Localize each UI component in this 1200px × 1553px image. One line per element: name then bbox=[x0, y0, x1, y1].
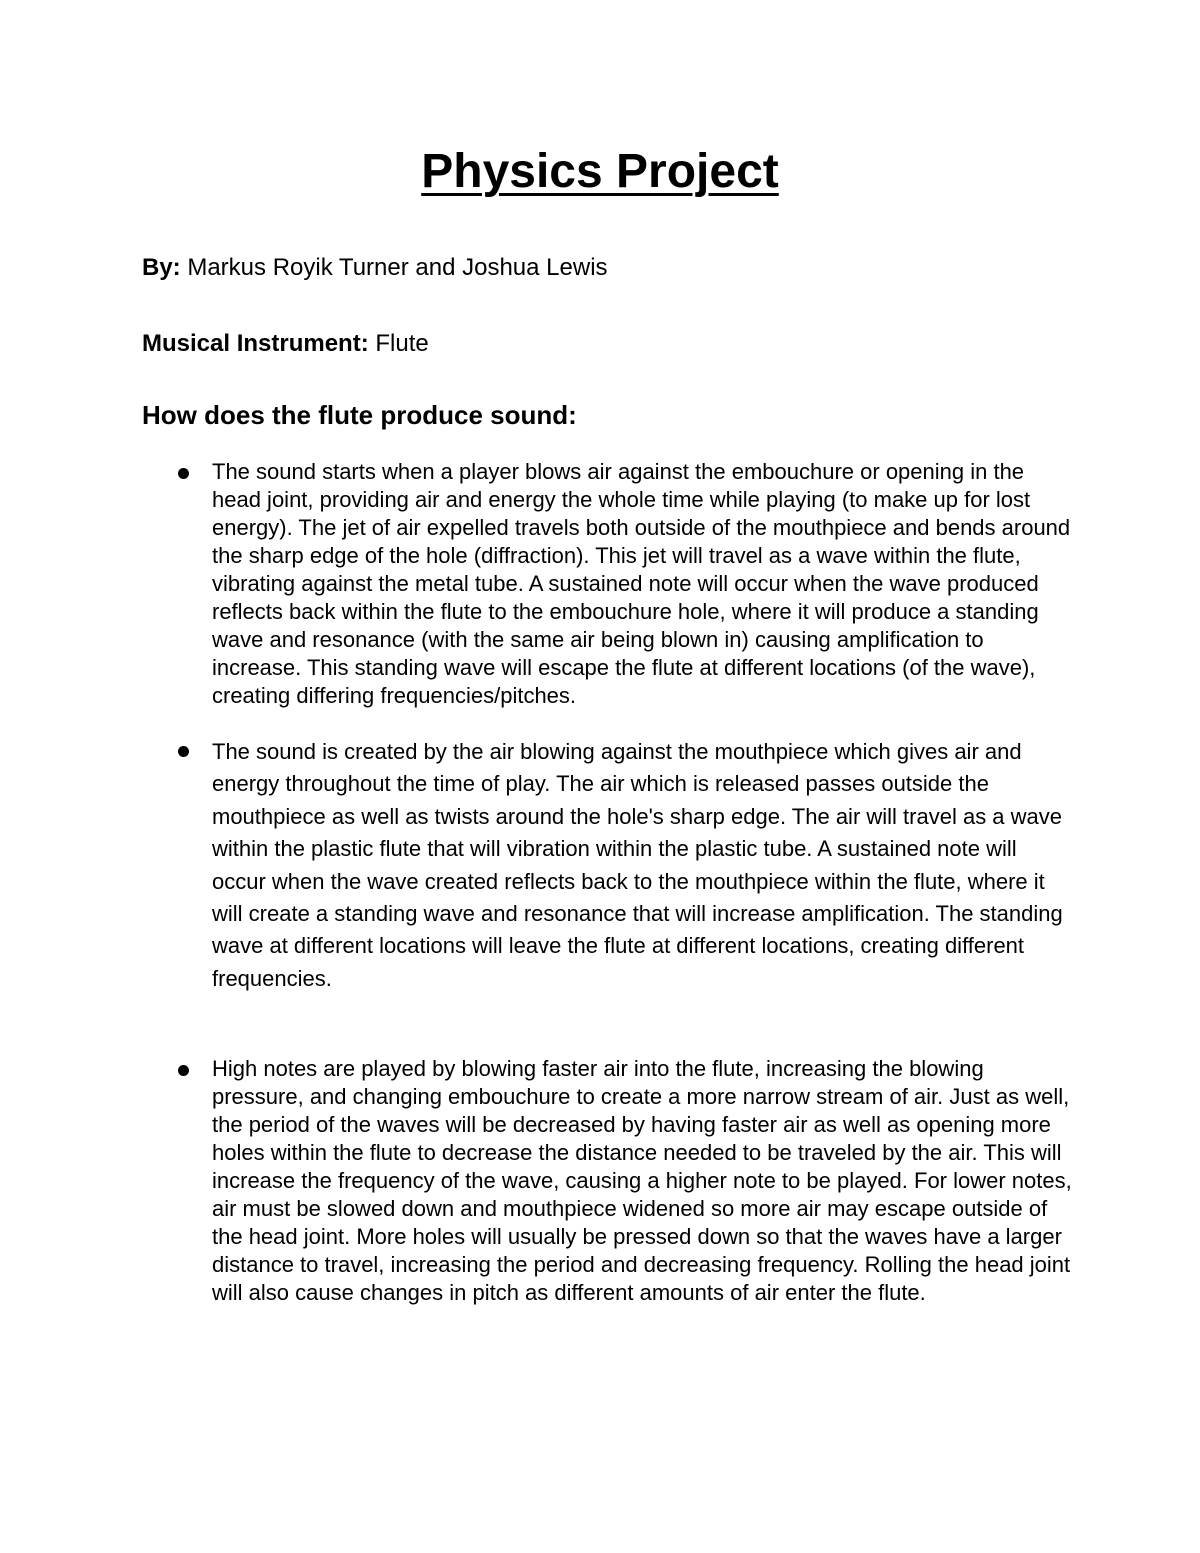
authors-line bbox=[142, 252, 608, 284]
bullet-icon bbox=[178, 468, 189, 479]
section-heading: How does the flute produce sound: bbox=[142, 400, 577, 430]
instrument-label: Musical Instrument: bbox=[142, 330, 369, 357]
instrument-value: Flute bbox=[368, 330, 429, 357]
authors-value: Markus Royik Turner and Joshua Lewis bbox=[180, 254, 608, 281]
bullet-icon bbox=[178, 746, 189, 757]
bullet-text: The sound starts when a player blows air against the embouchure or opening in the head joint, providing air and energy the whole time while playing (to make up for lost energy). The jet of air expelled travels both outside of the mouthpiece and bends around the sharp edge of the hole (diffraction). This jet will travel as a wave within the flute, vibrating against the metal tube. A sustained note will occur when the wave produced reflects back within the flute to the embouchure hole, where it will produce a standing wave and resonance (with the same air being blown in) causing amplification to increase. This standing wave will escape the flute at different locations (of the wave), creating differing frequencies/pitches. bbox=[212, 459, 1071, 708]
bullet-text: High notes are played by blowing faster air into the flute, increasing the blowing pressure, and changing embouchure to create a more narrow stream of air. Just as well, the period of the waves will be decreased by having faster air as well as opening more holes within the flute to decrease the distance needed to be traveled by the air. This will increase the frequency of the wave, causing a higher note to be played. For lower notes, air must be slowed down and mouthpiece widened so more air may escape outside of the head joint. More holes will usually be pressed down so that the waves have a larger distance to travel, increasing the period and decreasing frequency. Rolling the head joint will also cause changes in pitch as different amounts of air enter the flute. bbox=[212, 1056, 1072, 1305]
authors-label: By: bbox=[142, 254, 181, 281]
instrument-line bbox=[142, 328, 429, 360]
page-title bbox=[0, 140, 1200, 204]
page-title-text: Physics Project bbox=[421, 145, 779, 198]
bullet-icon bbox=[178, 1065, 189, 1076]
bullet-text: The sound is created by the air blowing against the mouthpiece which gives air and energy throughout the time of play. The air which is released passes outside the mouthpiece as well as twists around the hole's sharp edge. The air will travel as a wave within the plastic flute that will vibration within the plastic tube. A sustained note will occur when the wave created reflects back to the mouthpiece within the flute, where it will create a standing wave and resonance that will increase amplification. The standing wave at different locations will leave the flute at different locations, creating different frequencies. bbox=[212, 739, 1063, 991]
